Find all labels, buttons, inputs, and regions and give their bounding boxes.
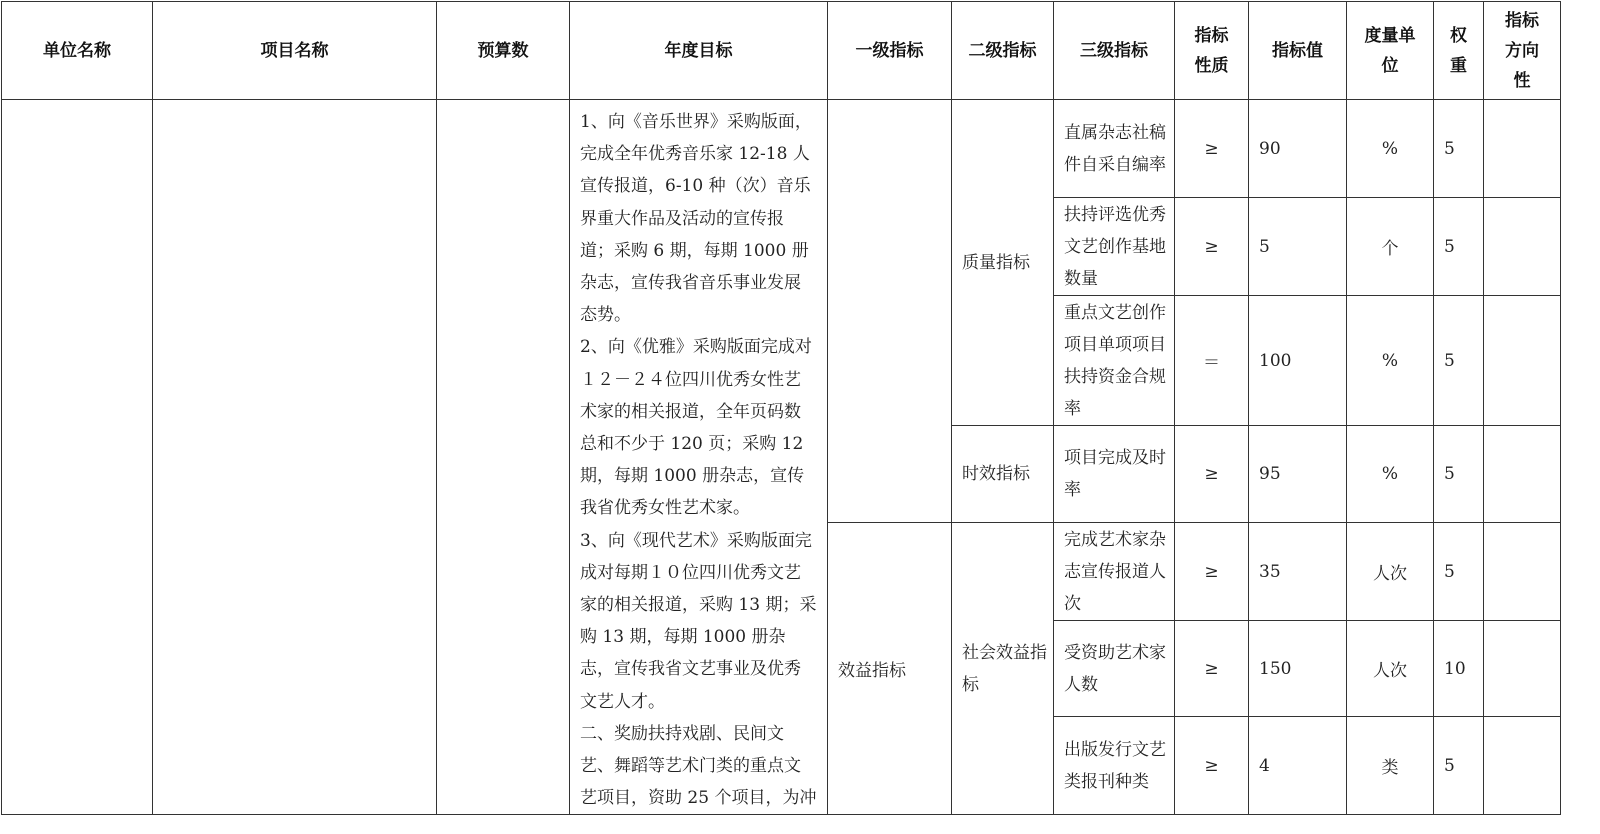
budget-cell [437, 100, 570, 815]
weight-cell: 5 [1434, 523, 1484, 621]
indicator-nature-cell: ≥ [1175, 198, 1249, 296]
header-row [2, 2, 1561, 100]
indicator-value-cell: 150 [1249, 621, 1347, 717]
weight-cell: 5 [1434, 198, 1484, 296]
indicator-value-cell: 95 [1249, 426, 1347, 523]
direction-cell [1484, 426, 1561, 523]
weight-cell: 5 [1434, 717, 1484, 815]
header-measure-unit: 度量单位 [1347, 2, 1434, 100]
indicator-value-cell: 4 [1249, 717, 1347, 815]
annual-goal-cell [570, 100, 828, 815]
measure-unit-cell: % [1347, 100, 1434, 198]
project-name-cell [153, 100, 437, 815]
indicator-value-cell: 35 [1249, 523, 1347, 621]
annual-goal-paragraph: 2、向《优雅》采购版面完成对１２－２４位四川优秀女性艺术家的相关报道，全年页码数总和不少于 120 页；采购 12 期，每期 1000 册杂志，宣传我省优秀女性艺术家。 [580, 337, 812, 519]
level3-indicator-cell: 项目完成及时率 [1054, 426, 1175, 523]
performance-indicator-table [1, 1, 1561, 815]
header-direction: 指标方向性 [1484, 2, 1561, 100]
direction-cell [1484, 621, 1561, 717]
indicator-nature-cell: ≥ [1175, 100, 1249, 198]
weight-cell: 5 [1434, 100, 1484, 198]
indicator-value-cell: 90 [1249, 100, 1347, 198]
indicator-nature-cell: ≥ [1175, 426, 1249, 523]
indicator-value-cell: 5 [1249, 198, 1347, 296]
header-level3-indicator: 三级指标 [1054, 2, 1175, 100]
annual-goal-paragraph: 3、向《现代艺术》采购版面完成对每期１０位四川优秀文艺家的相关报道，采购 13 期；采购 13 期，每期 1000 册杂志，宣传我省文艺事业及优秀文艺人才。 [580, 530, 817, 712]
measure-unit-cell: % [1347, 426, 1434, 523]
weight-cell: 10 [1434, 621, 1484, 717]
measure-unit-cell: 人次 [1347, 523, 1434, 621]
direction-cell [1484, 100, 1561, 198]
indicator-nature-cell: ≥ [1175, 523, 1249, 621]
header-weight: 权重 [1434, 2, 1484, 100]
header-project-name: 项目名称 [153, 2, 437, 100]
level3-indicator-cell: 扶持评选优秀文艺创作基地数量 [1054, 198, 1175, 296]
header-unit-name: 单位名称 [2, 2, 153, 100]
level3-indicator-cell: 受资助艺术家人数 [1054, 621, 1175, 717]
measure-unit-cell: 人次 [1347, 621, 1434, 717]
level2-indicator-cell: 质量指标 [952, 100, 1054, 426]
unit-name-cell [2, 100, 153, 815]
measure-unit-cell: 个 [1347, 198, 1434, 296]
direction-cell [1484, 198, 1561, 296]
level3-indicator-cell: 出版发行文艺类报刊种类 [1054, 717, 1175, 815]
header-indicator-nature: 指标性质 [1175, 2, 1249, 100]
annual-goal-paragraph: 二、奖励扶持戏剧、民间文艺、舞蹈等艺术门类的重点文艺项目，资助 25 个项目，为冲 [580, 723, 817, 809]
level3-indicator-cell: 直属杂志社稿件自采自编率 [1054, 100, 1175, 198]
annual-goal-paragraph: 1、向《音乐世界》采购版面，完成全年优秀音乐家 12-18 人宣传报道，6-10 种（次）音乐界重大作品及活动的宣传报道；采购 6 期，每期 1000 册杂志，宣传我省音乐事业发展态势。 [580, 112, 812, 326]
header-level1-indicator: 一级指标 [828, 2, 952, 100]
indicator-value-cell: 100 [1249, 296, 1347, 426]
weight-cell: 5 [1434, 426, 1484, 523]
header-annual-goal: 年度目标 [570, 2, 828, 100]
measure-unit-cell: 类 [1347, 717, 1434, 815]
direction-cell [1484, 296, 1561, 426]
level1-indicator-cell: 效益指标 [828, 523, 952, 815]
indicator-nature-cell: ＝ [1175, 296, 1249, 426]
level3-indicator-cell: 重点文艺创作项目单项项目扶持资金合规率 [1054, 296, 1175, 426]
direction-cell [1484, 523, 1561, 621]
indicator-nature-cell: ≥ [1175, 717, 1249, 815]
header-level2-indicator: 二级指标 [952, 2, 1054, 100]
level2-indicator-cell: 时效指标 [952, 426, 1054, 523]
indicator-nature-cell: ≥ [1175, 621, 1249, 717]
direction-cell [1484, 717, 1561, 815]
header-budget: 预算数 [437, 2, 570, 100]
level3-indicator-cell: 完成艺术家杂志宣传报道人次 [1054, 523, 1175, 621]
weight-cell: 5 [1434, 296, 1484, 426]
table-row [2, 100, 1561, 198]
level2-indicator-cell: 社会效益指标 [952, 523, 1054, 815]
measure-unit-cell: % [1347, 296, 1434, 426]
header-indicator-value: 指标值 [1249, 2, 1347, 100]
level1-indicator-cell [828, 100, 952, 523]
